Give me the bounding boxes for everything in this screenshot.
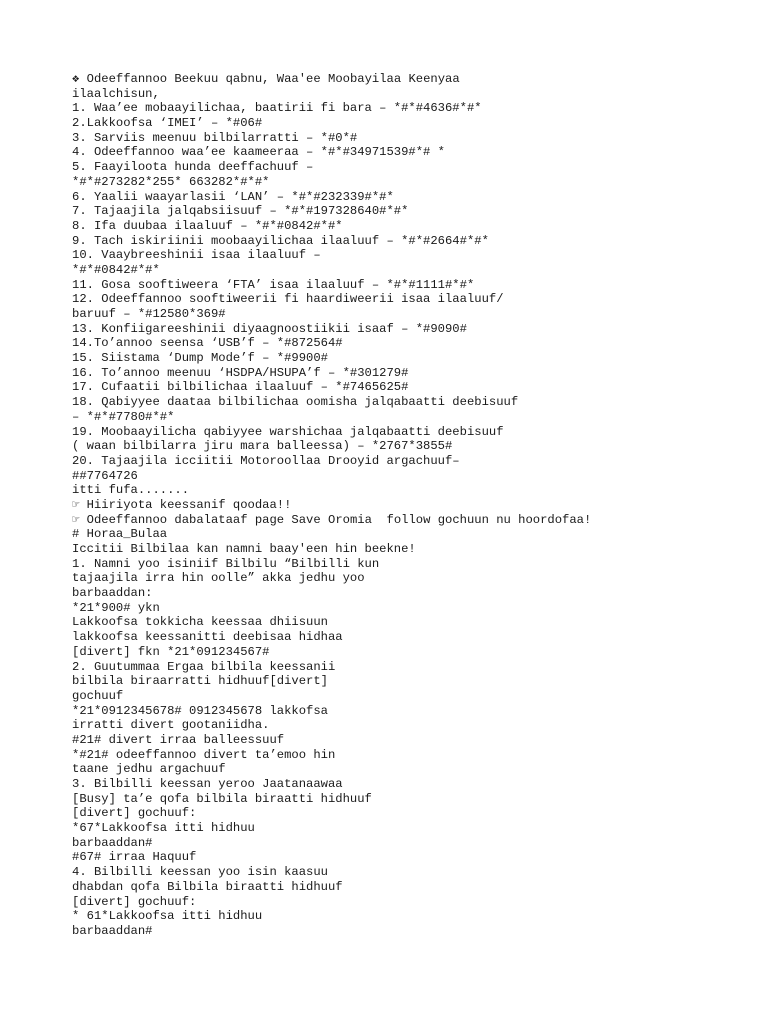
document-line: ❖ Odeeffannoo Beekuu qabnu, Waa'ee Moobayilaa Keenyaa [72, 72, 460, 86]
document-line: *21*0912345678# 0912345678 lakkofsa [72, 703, 328, 718]
document-line: #67# irraa Haquuf [72, 850, 197, 865]
document-line: ( waan bilbilarra jiru mara balleessa) – *2767*3855# [72, 439, 453, 454]
document-line: barbaaddan# [72, 835, 153, 850]
document-line: – *#*#7780#*#* [72, 409, 175, 424]
document-line: barbaaddan: [72, 586, 153, 601]
document-line: 18. Qabiyyee daataa bilbilichaa oomisha jalqabaatti deebisuuf [72, 395, 519, 410]
document-line: 15. Siistama ‘Dump Mode’f – *#9900# [72, 351, 328, 366]
document-line: *#21# odeeffannoo divert ta’emoo hin [72, 747, 336, 762]
document-line: *67*Lakkoofsa itti hidhuu [72, 821, 255, 836]
document-line: 3. Sarviis meenuu bilbilarratti – *#0*# [72, 130, 358, 145]
document-line: tajaajila irra hin oolle” akka jedhu yoo [72, 571, 365, 586]
document-line: 6. Yaalii waayarlasii ‘LAN’ – *#*#232339#*#* [72, 189, 394, 204]
document-line: Iccitii Bilbilaa kan namni baay'een hin beekne! [72, 542, 416, 556]
document-line: baruuf – *#12580*369# [72, 307, 226, 321]
document-line: lakkoofsa keessanitti deebisaa hidhaa [72, 630, 343, 645]
document-line: itti fufa....... [72, 483, 190, 498]
document-line: [divert] gochuuf: [72, 894, 197, 909]
document-line: # Horaa_Bulaa [72, 527, 168, 542]
document-line: 16. To’annoo meenuu ‘HSDPA/HSUPA’f – *#301279# [72, 365, 409, 380]
document-line: 17. Cufaatii bilbilichaa ilaaluuf – *#7465625# [72, 380, 409, 395]
document-line: 14.To’annoo seensa ‘USB’f – *#872564# [72, 336, 343, 351]
document-line: [divert] fkn *21*091234567# [72, 644, 270, 659]
document-line: dhabdan qofa Bilbila biraatti hidhuuf [72, 879, 343, 894]
document-line: 13. Konfiigareeshinii diyaagnoostiikii isaaf – *#9090# [72, 321, 467, 336]
document-line: 11. Gosa sooftiweera ‘FTA’ isaa ilaaluuf – *#*#1111#*#* [72, 277, 475, 292]
document-line: 1. Namni yoo isiniif Bilbilu “Bilbilli kun [72, 556, 380, 571]
document-line: 4. Odeeffannoo waa’ee kaameeraa – *#*#34971539#*# * [72, 145, 445, 160]
document-line: barbaaddan# [72, 923, 153, 938]
document-line: 12. Odeeffannoo sooftiweerii fi haardiweerii isaa ilaaluuf/ [72, 292, 504, 307]
document-line: [Busy] ta’e qofa bilbila biraatti hidhuuf [72, 791, 372, 806]
document-line: #21# divert irraa balleessuuf [72, 732, 285, 747]
document-line: ☞ Odeeffannoo dabalataaf page Save Oromia follow gochuun nu hoordofaa! [72, 512, 592, 527]
document-line: 8. Ifa duubaa ilaaluuf – *#*#0842#*#* [72, 218, 343, 233]
document-line: 19. Moobaayilicha qabiyyee warshichaa jalqabaatti deebisuuf [72, 424, 504, 439]
document-line: *21*900# ykn [72, 600, 160, 615]
document-line: 5. Faayiloota hunda deeffachuuf – [72, 160, 314, 175]
document-line: ##7764726 [72, 468, 138, 483]
document-line: *#*#0842#*#* [72, 262, 160, 277]
document-line: 9. Tach iskiriinii moobaayilichaa ilaaluuf – *#*#2664#*#* [72, 233, 489, 248]
document-line: 3. Bilbilli keessan yeroo Jaatanaawaa [72, 777, 343, 791]
document-line: 2. Guutummaa Ergaa bilbila keessanii [72, 659, 336, 674]
document-line: 20. Tajaajila icciitii Motoroollaa Drooyid argachuuf– [72, 453, 460, 468]
document-line: ilaalchisun, [72, 86, 160, 101]
document-line: 10. Vaaybreeshinii isaa ilaaluuf – [72, 248, 321, 263]
document-line: ☞ Hiiriyota keessanif qoodaa!! [72, 497, 292, 512]
document-line: *#*#273282*255* 663282*#*#* [72, 174, 270, 189]
document-line: 4. Bilbilli keessan yoo isin kaasuu [72, 865, 328, 880]
document-line: bilbila biraarratti hidhuuf[divert] [72, 674, 328, 689]
document-line: [divert] gochuuf: [72, 806, 197, 821]
document-line: irratti divert gootaniidha. [72, 718, 270, 733]
document-line: gochuuf [72, 688, 124, 703]
document-page [72, 72, 712, 939]
document-line: taane jedhu argachuuf [72, 762, 226, 777]
document-line: Lakkoofsa tokkicha keessaa dhiisuun [72, 615, 328, 630]
document-line: 7. Tajaajila jalqabsiisuuf – *#*#197328640#*#* [72, 204, 409, 219]
document-line: 1. Waa’ee mobaayilichaa, baatirii fi bara – *#*#4636#*#* [72, 101, 482, 116]
document-line: 2.Lakkoofsa ‘IMEI’ – *#06# [72, 116, 263, 131]
document-line: * 61*Lakkoofsa itti hidhuu [72, 909, 263, 924]
